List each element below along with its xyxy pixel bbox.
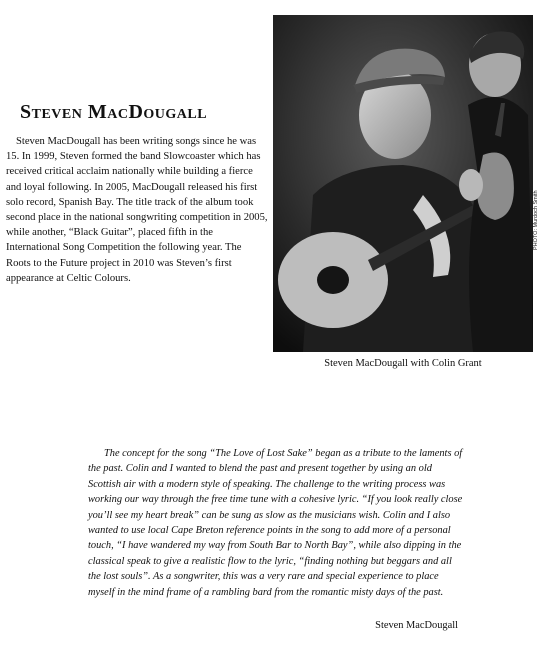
performance-photo — [273, 15, 533, 352]
bio-paragraph: Steven MacDougall has been writing songs since he was 15. In 1999, Steven formed the band Slowcoaster which has received critical acclaim nationally while building a fierce and loyal following. In 2005, MacDougall released his first solo record, Spanish Bay. The title track of the album took second place in the national songwriting competition in 2005, while another, “Black Guitar”, placed fifth in the International Song Competition the following year. The Roots to the Future project in 2010 was Steven’s first appearance at Celtic Colours. — [6, 136, 268, 284]
quote-paragraph: The concept for the song “The Love of Lost Sake” began as a tribute to the laments of the past. Colin and I wanted to blend the past and present together by using an old Scottish air with a modern style of speaking. The challenge to the writing process was working our way through the free time tune with a cohesive lyric. “If you look really close you’ll see my heart break” can be sung as slow as the musicians wish. Colin and I also wanted to use local Cape Breton reference points in the song to add more of a personal touch, “I have wandered my way from South Bar to North Bay”, while also dipping in the classical speak to give a realistic flow to the lyric, “finding nothing but beggars and all the lost souls”. As a songwriter, this was a very rare and special experience to place myself in the mind frame of a rambling bard from the romantic misty days of the past. — [88, 448, 463, 598]
photo-caption: Steven MacDougall with Colin Grant — [324, 358, 482, 369]
quote-author: Steven MacDougall — [375, 620, 458, 631]
photo-credit: PHOTO: Murdoch Smith — [533, 190, 539, 250]
article-title: Steven MacDougall — [20, 101, 208, 123]
